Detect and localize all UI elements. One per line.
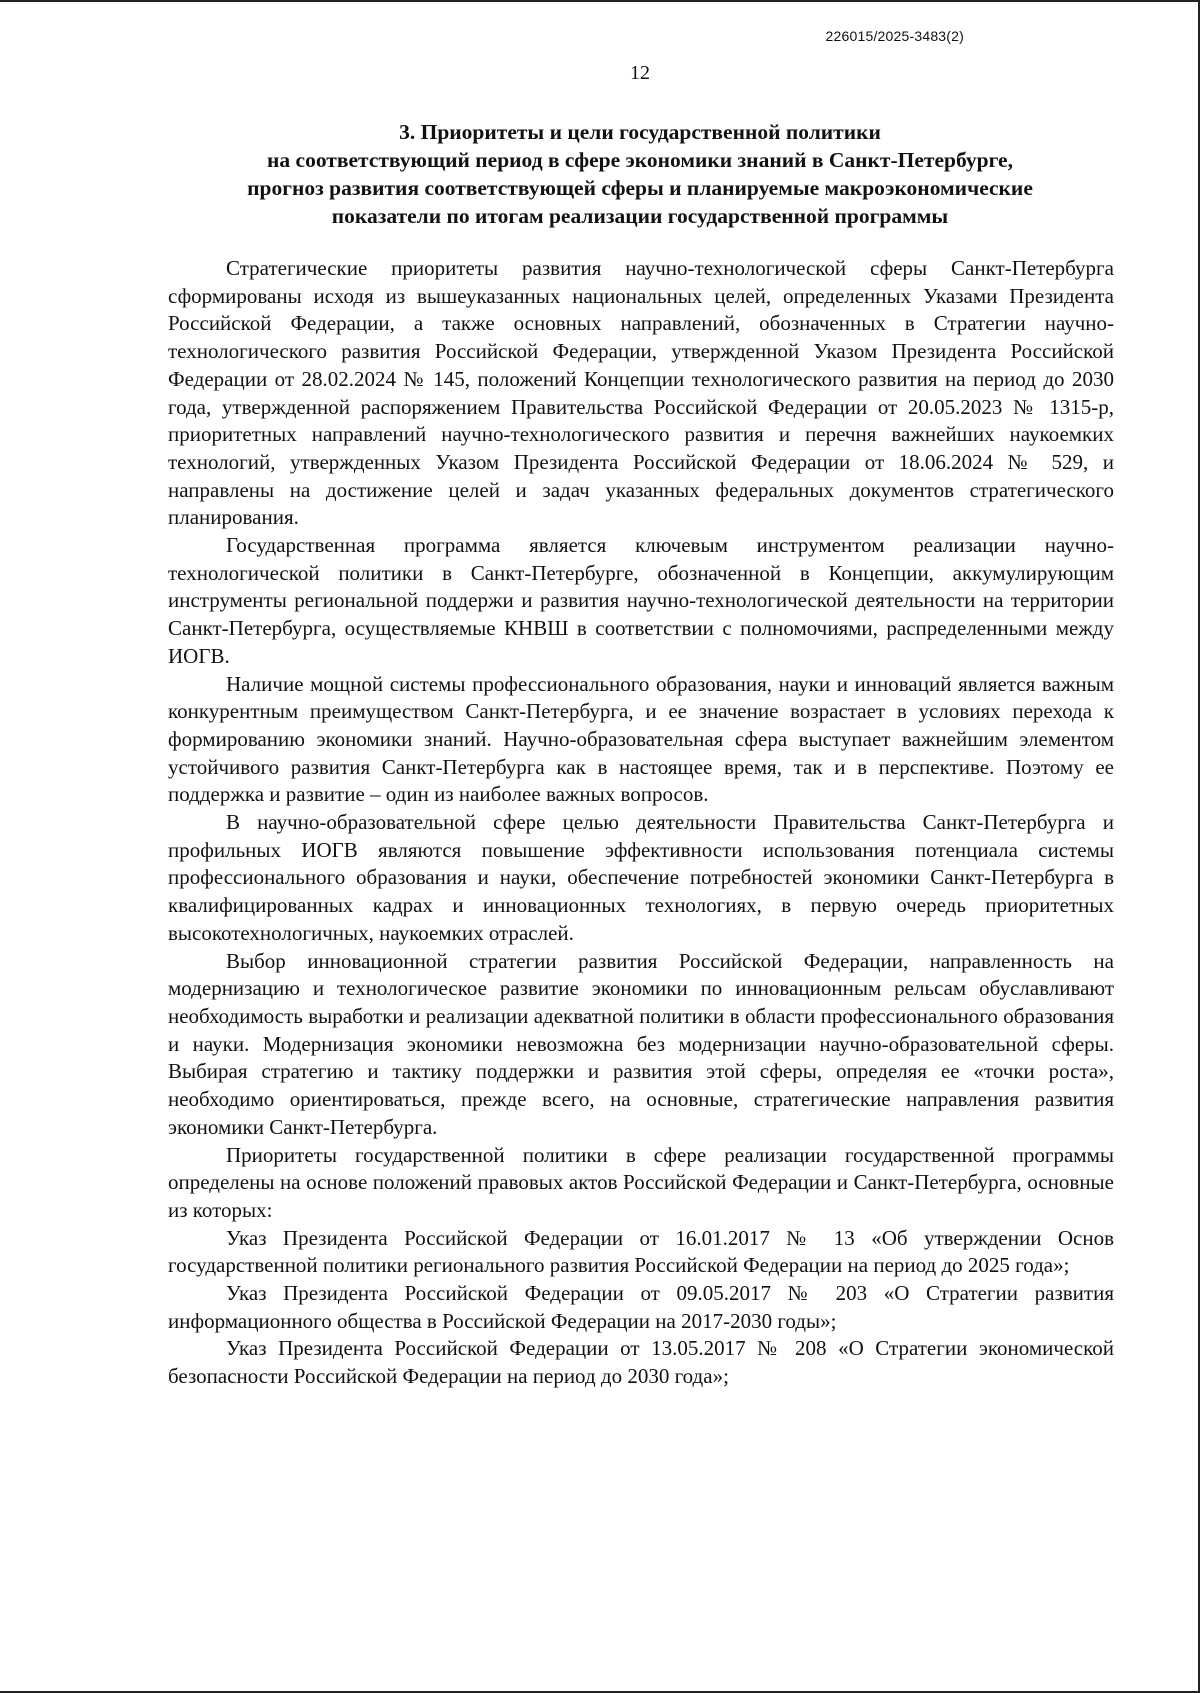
paragraph-strategic-priorities: Стратегические приоритеты развития научно-технологической сферы Санкт-Петербурга сформированы исходя из вышеуказанных национальных целей, определенных Указами Президента Российской Федерации, а также основных направлений, обозначенных в Стратегии научно-технологического развития Российской Федерации, утвержденной Указом Президента Российской Федерации от 28.02.2024 № 145, положений Концепции технологического развития на период до 2030 года, утвержденной распоряжением Правительства Российской Федерации от 20.05.2023 № 1315-р, приоритетных направлений научно-технологического развития и перечня важнейших наукоемких технологий, утвержденных Указом Президента Российской Федерации от 18.06.2024 № 529, и направлены на достижение целей и задач указанных федеральных документов стратегического планирования.: [168, 256, 1114, 530]
paragraph-state-program: Государственная программа является ключевым инструментом реализации научно-технологической политики в Санкт-Петербурге, обозначенной в Концепции, аккумулирующим инструменты региональной поддержи и развития научно-технологической деятельности на территории Санкт-Петербурга, осуществляемые КНВШ в соответствии с полномочиями, распределенными между ИОГВ.: [168, 533, 1114, 668]
paragraph-government-goals: В научно-образовательной сфере целью деятельности Правительства Санкт-Петербурга и профильных ИОГВ являются повышение эффективности использования потенциала системы профессионального образования и науки, обеспечение потребностей экономики Санкт-Петербурга в квалифицированных кадрах и инновационных технологиях, в первую очередь приоритетных высокотехнологичных, наукоемких отраслей.: [168, 810, 1114, 945]
page-number: 12: [630, 62, 650, 84]
section-heading: [170, 118, 1110, 230]
paragraph-policy-priorities: Приоритеты государственной политики в сфере реализации государственной программы определены на основе положений правовых актов Российской Федерации и Санкт-Петербурга, основные из которых:: [168, 1142, 1114, 1222]
paragraph-education-system: Наличие мощной системы профессионального образования, науки и инноваций является важным конкурентным преимуществом Санкт-Петербурга, и ее значение возрастает в условиях перехода к формированию экономики знаний. Научно-образовательная сфера выступает важнейшим элементом устойчивого развития Санкт-Петербурга как в настоящее время, так и в перспективе. Поэтому ее поддержка и развитие – один из наиболее важных вопросов.: [168, 671, 1114, 807]
list-item-decree-208: Указ Президента Российской Федерации от 13.05.2017 № 208 «О Стратегии экономической безопасности Российской Федерации на период до 2030 года»;: [168, 1336, 1114, 1389]
scan-border-top: [0, 0, 1200, 2]
body-text: [168, 255, 1114, 1391]
heading-line-3: прогноз развития соответствующей сферы и планируемые макроэкономические: [247, 176, 1033, 200]
list-item-decree-13: Указ Президента Российской Федерации от 16.01.2017 № 13 «Об утверждении Основ государственной политики регионального развития Российской Федерации на период до 2025 года»;: [168, 1225, 1114, 1278]
heading-line-1: 3. Приоритеты и цели государственной политики: [399, 120, 881, 144]
list-item-decree-203: Указ Президента Российской Федерации от 09.05.2017 № 203 «О Стратегии развития информационного общества в Российской Федерации на 2017-2030 годы»;: [168, 1281, 1114, 1333]
heading-line-4: показатели по итогам реализации государственной программы: [331, 204, 949, 228]
document-registration-number: 226015/2025-3483(2): [825, 28, 964, 44]
paragraph-innovation-strategy: Выбор инновационной стратегии развития Российской Федерации, направленность на модернизацию и технологическое развитие экономики по инновационным рельсам обуславливают необходимость выработки и реализации адекватной политики в области профессионального образования и науки. Модернизация экономики невозможна без модернизации научно-образовательной сферы. Выбирая стратегию и тактику поддержки и развития этой сферы, определяя ее «точки роста», необходимо ориентироваться, прежде всего, на основные, стратегические направления развития экономики Санкт-Петербурга.: [168, 948, 1114, 1139]
heading-line-2: на соответствующий период в сфере экономики знаний в Санкт-Петербурге,: [267, 148, 1013, 172]
